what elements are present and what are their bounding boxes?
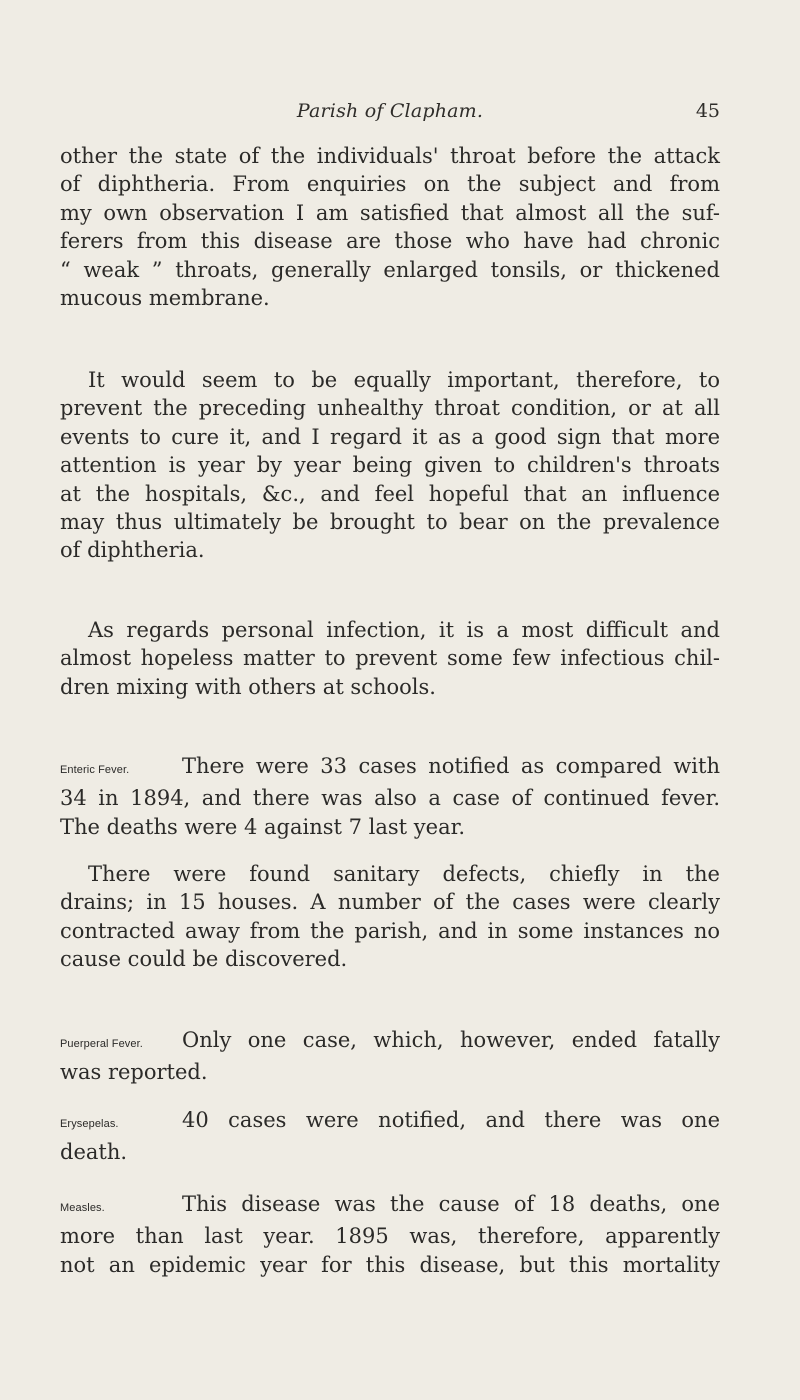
text-line: almost hopeless matter to prevent some few infectious chil- [60,646,720,671]
text-line: This disease was the cause of 18 deaths, one [182,1192,720,1216]
text-line: ferers from this disease are those who have had chronic [60,229,720,254]
text-line: drains; in 15 houses. A number of the cases were clearly [60,890,720,915]
text-line: dren mixing with others at schools. [60,674,436,699]
text-line: my own observation I am satisfied that almost all the suf- [60,200,720,225]
text-line: not an epidemic year for this disease, but this mortality [60,1252,720,1277]
sidenote-measles: Measles. [60,1202,105,1214]
text-line: There were 33 cases notified as compared with [182,754,720,778]
text-line: The deaths were 4 against 7 last year. [60,814,466,839]
running-header [60,100,720,130]
text-line: There were found sanitary defects, chiefly in the [88,862,720,886]
text-line: death. [60,1140,128,1165]
sidenote-enteric-fever: Enteric Fever. [60,764,130,776]
text-line: Only one case, which, however, ended fatally [182,1028,720,1052]
text-line: 34 in 1894, and there was also a case of continued fever. [60,786,720,811]
paragraph-diphtheria-throat [60,142,720,312]
text-line: “ weak ” throats, generally enlarged tonsils, or thickened [60,257,720,282]
running-title: Parish of Clapham. [296,100,484,122]
text-line: of diphtheria. From enquiries on the subject and from [60,172,720,197]
text-line: It would seem to be equally important, therefore, to [88,368,720,392]
text-line: As regards personal infection, it is a most difficult and [88,618,720,642]
text-line: other the state of the individuals' throat before the attack [60,144,720,168]
sidenote-erysepelas: Erysepelas. [60,1118,119,1130]
paragraph-personal-infection [60,616,720,701]
text-line: of diphtheria. [60,538,205,563]
paragraph-erysepelas [60,1106,720,1167]
paragraph-puerperal-fever [60,1026,720,1087]
text-line: prevent the preceding unhealthy throat condition, or at all [60,396,720,421]
text-line: events to cure it, and I regard it as a good sign that more [60,424,720,449]
paragraph-measles [60,1190,720,1279]
text-line: attention is year by year being given to children's throats [60,453,720,478]
paragraph-prevention [60,366,720,565]
text-line: at the hospitals, &c., and feel hopeful that an influence [60,481,720,506]
text-line: mucous membrane. [60,286,270,311]
text-line: more than last year. 1895 was, therefore, apparently [60,1224,720,1249]
sidenote-puerperal-fever: Puerperal Fever. [60,1038,143,1050]
text-line: was reported. [60,1060,208,1085]
paragraph-sanitary-defects [60,860,720,974]
text-line: cause could be discovered. [60,947,348,972]
text-line: 40 cases were notified, and there was one [182,1108,720,1132]
text-line: contracted away from the parish, and in some instances no [60,918,720,943]
page-number: 45 [695,100,720,122]
paragraph-enteric-fever [60,752,720,841]
text-line: may thus ultimately be brought to bear on the prevalence [60,510,720,535]
